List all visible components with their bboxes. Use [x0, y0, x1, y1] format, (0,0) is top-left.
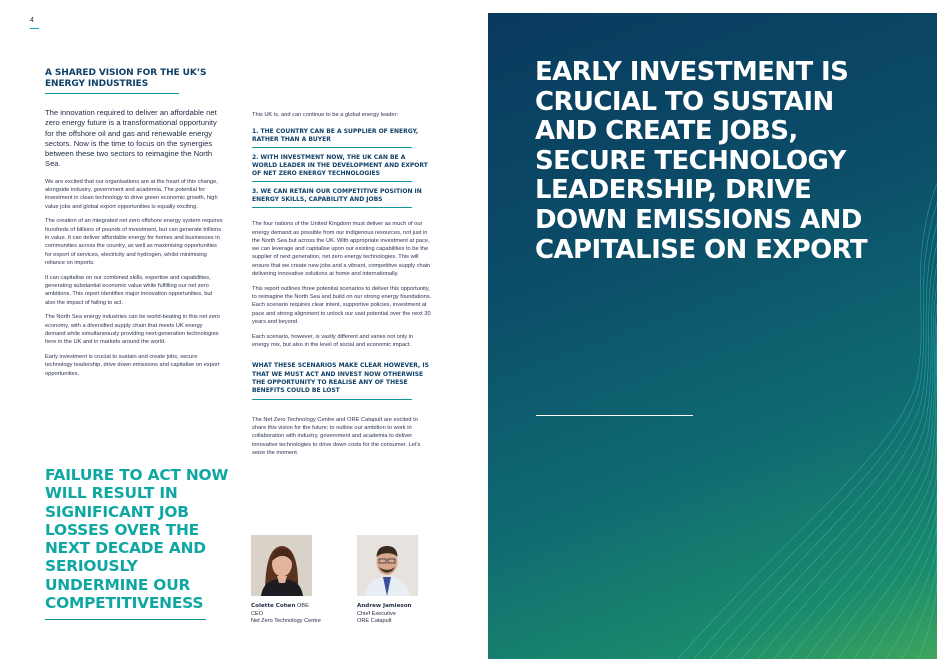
body-paragraph: This report outlines three potential scenarios to deliver this opportunity, to reimagine the North Sea and build on our strong energy foundations. Each scenario requires clear intent, supportive policies, investment at pace and strong alignment to unlock our vast potential over the next 30 years and beyond. [252, 285, 432, 326]
headline-rule [536, 415, 693, 416]
body-paragraph: It can capitalise on our combined skills, expertise and capabilities, generating substantial economic value while fulfilling our net zero ambitions. This report identifies major innovation opportunities, but also the impact of failing to act. [45, 274, 213, 306]
signatory [357, 535, 437, 626]
key-point: 2. WITH INVESTMENT NOW, THE UK CAN BE A WORLD LEADER IN THE DEVELOPMENT AND EXPORT OF NET ZERO ENERGY TECHNOLOGIES [252, 154, 428, 178]
section-title: A SHARED VISION FOR THE UK’S ENERGY INDUSTRIES [45, 68, 207, 89]
key-point-rule [252, 207, 412, 208]
headline: EARLY INVESTMENT IS CRUCIAL TO SUSTAIN AND CREATE JOBS, SECURE TECHNOLOGY LEADERSHIP, DRIVE DOWN EMISSIONS AND CAPITALISE ON EXPORT [535, 57, 868, 265]
signatory-org: ORE Catapult [357, 618, 392, 624]
portrait-photo [251, 535, 312, 596]
signatories [251, 535, 451, 635]
body-paragraph: We are excited that our organisations are at the heart of this change, alongside industry, government and academia. The potential for investment in clean technology to drive green economic growth, high value jobs and global export opportunities is equally exciting. [45, 178, 218, 210]
signatory-role: Chief Executive [357, 610, 396, 617]
callout-rule [252, 399, 412, 400]
portrait-illustration [357, 535, 418, 596]
middle-column [252, 111, 432, 464]
section-title-rule [45, 93, 179, 94]
page-number-rule [30, 28, 39, 29]
body-paragraph: The creation of an integrated net zero offshore energy system requires hundreds of billions of pounds of investment, but can generate trillions in value. It can deliver affordable energy for homes and businesses in communities across the country, as well as maximising opportunities for export of services, electricity and hydrogen, whilst minimising reliance on imports. [45, 218, 223, 266]
portrait-photo [357, 535, 418, 596]
page-number: 4 [30, 17, 34, 24]
key-point: 3. WE CAN RETAIN OUR COMPETITIVE POSITION IN ENERGY SKILLS, CAPABILITY AND JOBS [252, 188, 422, 204]
signatory [251, 535, 331, 626]
pull-quote-rule [45, 619, 206, 620]
pull-quote: FAILURE TO ACT NOW WILL RESULT IN SIGNIFICANT JOB LOSSES OVER THE NEXT DECADE AND SERIOUSLY UNDERMINE OUR COMPETITIVENESS [45, 466, 229, 613]
body-paragraph: Each scenario, however, is vastly different and varies not only in energy mix, but also in the level of social and economic impact. [252, 333, 414, 349]
signatory-name-text: Colette Cohen [251, 603, 296, 609]
body-paragraph: Early investment is crucial to sustain and create jobs, secure technology leadership, drive down emissions and capitalise on export opportunities. [45, 354, 220, 377]
signatory-name [357, 603, 437, 611]
key-point: 1. THE COUNTRY CAN BE A SUPPLIER OF ENERGY, RATHER THAN A BUYER [252, 128, 419, 144]
signatory-name [251, 603, 331, 611]
signatory-name-text: Andrew Jamieson [357, 603, 412, 609]
mid-lead: This UK is, and can continue to be a global energy leader: [252, 112, 399, 118]
left-column [45, 68, 223, 385]
signatory-role: CEO [251, 610, 264, 617]
signatory-honour: OBE [295, 603, 309, 609]
signatory-org: Net Zero Technology Centre [251, 618, 321, 624]
body-paragraph: The four nations of the United Kingdom must deliver as much of our energy demand as possible from our indigenous resources, not just in the North Sea but across the UK. With appropriate investment at pace, we can leverage and capitalise upon our existing capabilities to be the supplier of next generation, net zero energy technologies. This will ensure that we create new jobs and a vibrant, competitive supply chain delivering innovative solutions at home and internationally. [252, 221, 431, 278]
headline-panel [488, 13, 937, 659]
closing-paragraph: The Net Zero Technology Centre and ORE Catapult are excited to share this vision for the future; to outline our ambition to work in collaboration with industry, government and academia to deliver innovative technologies to drive down costs for the consumer. Let’s seize the moment. [252, 416, 421, 456]
callout-statement: WHAT THESE SCENARIOS MAKE CLEAR HOWEVER, IS THAT WE MUST ACT AND INVEST NOW OTHERWISE THE OPPORTUNITY TO REALISE ANY OF THESE BENEFITS COULD BE LOST [252, 362, 429, 395]
key-point-rule [252, 147, 412, 148]
portrait-illustration [251, 535, 312, 596]
intro-paragraph: The innovation required to deliver an affordable net zero energy future is a transformational opportunity for the offshore oil and gas and renewable energy sectors. Now is the time to focus on the synergies between these two sectors to reimagine the North Sea. [45, 108, 217, 169]
body-paragraph: The North Sea energy industries can be world-beating in this net zero economy, with a diversified supply chain that meets UK energy demand while simultaneously providing next-generation technologies here in the UK and in markets around the world. [45, 314, 220, 346]
key-point-rule [252, 181, 412, 182]
